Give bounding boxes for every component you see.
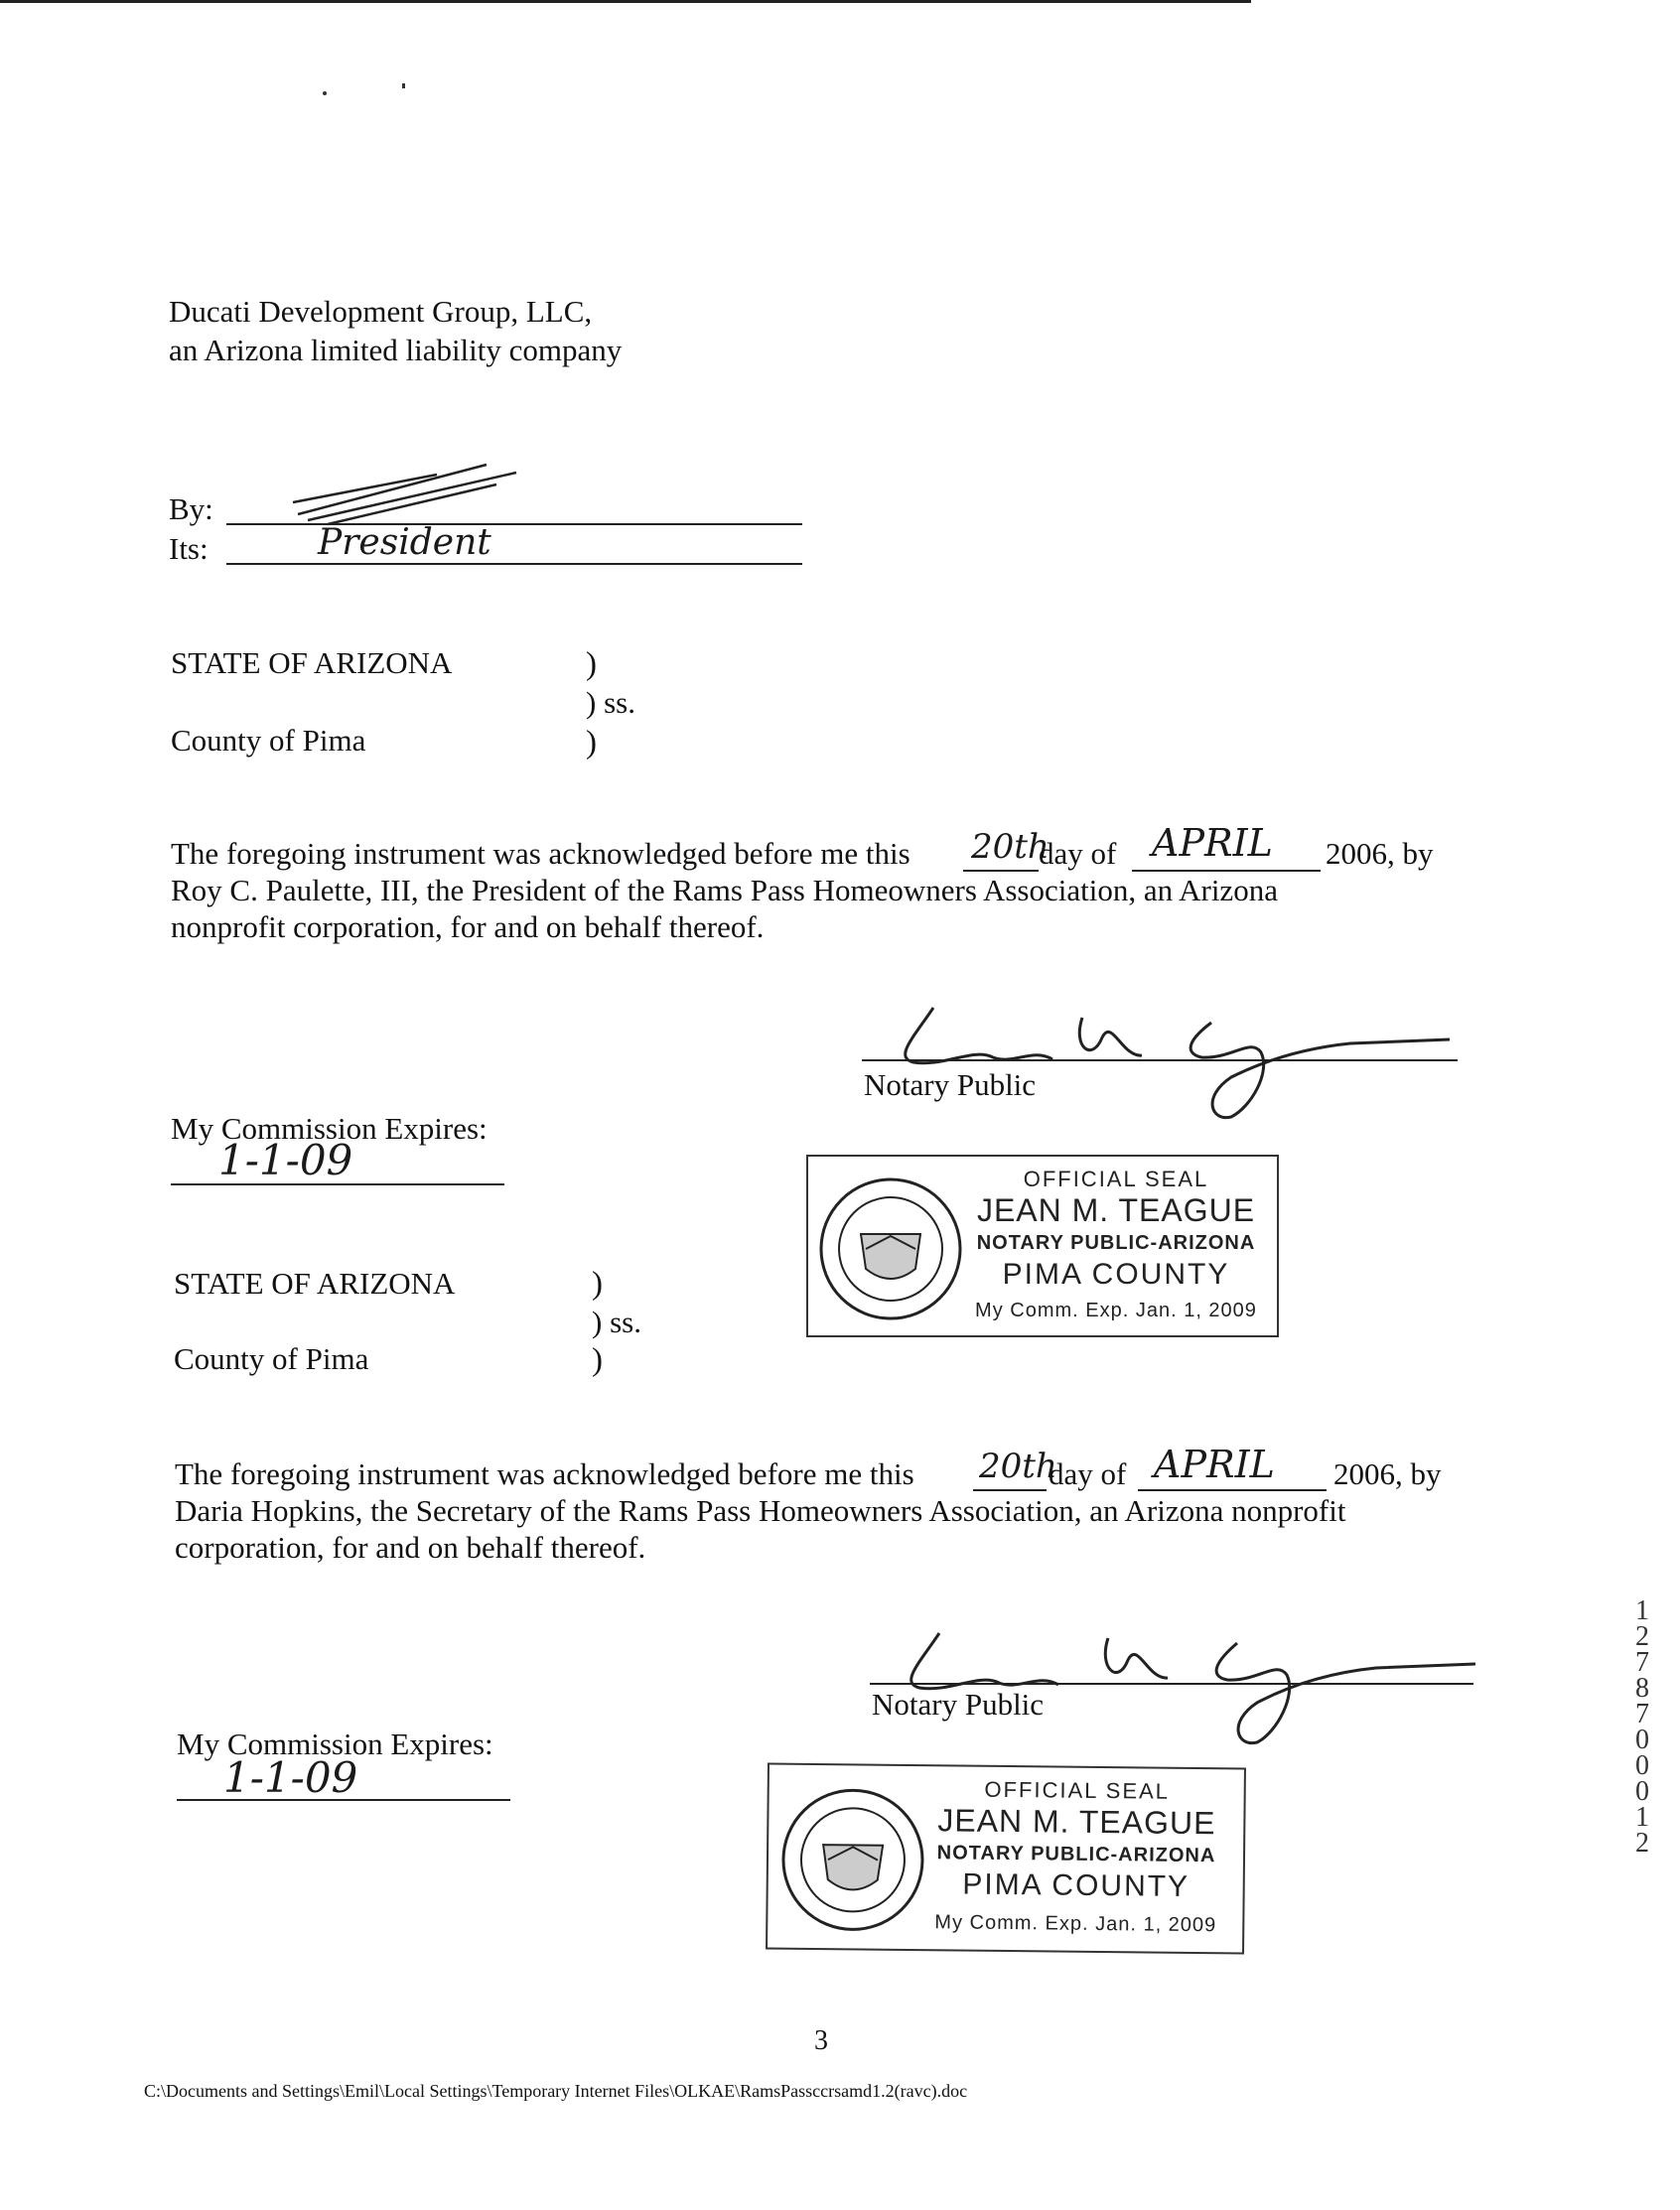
scan-speck [402,83,405,88]
footer-file-path: C:\Documents and Settings\Emil\Local Settings\Temporary Internet Files\OLKAE\RamsPassccrsamd1.2(ravc).doc [144,2081,968,2101]
venue-1-county: County of Pima [171,723,366,758]
scan-speck [323,91,327,95]
seal-1-line2: JEAN M. TEAGUE [976,1192,1256,1228]
ack-1-line3: nonprofit corporation, for and on behalf thereof. [171,909,765,944]
ack-1-day: 20th [971,827,1050,867]
notary-2-signature [860,1598,1475,1757]
ack-2-month-line [1138,1489,1327,1491]
commission-2-date: 1-1-09 [223,1753,358,1802]
recording-number-text: 12787 00012 [1635,1595,1649,1859]
company-name: Ducati Development Group, LLC, [169,294,593,329]
venue-2-state: STATE OF ARIZONA [174,1266,456,1301]
scan-top-border [0,0,1251,3]
commission-1-line [171,1183,504,1185]
ack-1-line2: Roy C. Paulette, III, the President of the Rams Pass Homeowners Association, an Arizona [171,873,1278,907]
ack-1-month: APRIL [1152,821,1273,865]
seal-2-line3: NOTARY PUBLIC-ARIZONA [936,1842,1216,1867]
recording-number [1628,1595,1656,1859]
seal-2-line5: My Comm. Exp. Jan. 1, 2009 [934,1911,1217,1937]
venue-1-paren-top: ) [586,646,597,682]
venue-2-county: County of Pima [174,1341,369,1376]
ack-1-year: 2006, by [1326,836,1434,871]
venue-2-ss: ) ss. [592,1305,641,1339]
ack-1-day-of: day of [1039,836,1117,871]
notary-1-label: Notary Public [864,1067,1037,1102]
ack-2-month: APRIL [1154,1443,1275,1486]
commission-2-line [177,1799,510,1801]
ack-2-line3: corporation, for and on behalf thereof. [175,1530,646,1565]
commission-2-label: My Commission Expires: [177,1727,493,1761]
state-seal-icon [816,1174,965,1323]
venue-2-paren-bottom: ) [592,1342,603,1378]
ack-2-day: 20th [979,1447,1057,1486]
ack-2-line2: Daria Hopkins, the Secretary of the Rams Pass Homeowners Association, an Arizona nonprofit [175,1493,1346,1528]
seal-2-line4: PIMA COUNTY [962,1867,1190,1903]
ack-2-year: 2006, by [1333,1456,1442,1491]
its-value: President [318,522,491,563]
venue-1-ss: ) ss. [586,685,635,720]
notary-seal-1 [806,1155,1279,1337]
seal-1-line1: OFFICIAL SEAL [1023,1167,1209,1191]
notary-1-signature [854,978,1450,1127]
ack-2-line1-prefix: The foregoing instrument was acknowledged before me this [175,1456,914,1491]
ack-2-day-of: day of [1049,1456,1127,1491]
venue-2-paren-top: ) [592,1266,603,1302]
notary-seal-2 [766,1762,1246,1954]
seal-1-line5: My Comm. Exp. Jan. 1, 2009 [975,1300,1257,1321]
page-number: 3 [814,2025,828,2056]
notary-2-signature-line [870,1683,1473,1685]
venue-1-paren-bottom: ) [586,725,597,760]
seal-2-line1: OFFICIAL SEAL [984,1776,1171,1804]
seal-1-line4: PIMA COUNTY [1002,1258,1230,1291]
its-signature-line [226,563,802,565]
notary-1-signature-line [862,1059,1458,1061]
seal-2-line2: JEAN M. TEAGUE [937,1802,1216,1842]
company-description: an Arizona limited liability company [169,333,623,367]
ack-1-line1-prefix: The foregoing instrument was acknowledged before me this [171,836,910,871]
commission-1-date: 1-1-09 [218,1136,353,1184]
venue-1-state: STATE OF ARIZONA [171,645,453,680]
state-seal-icon [777,1785,928,1936]
seal-1-line3: NOTARY PUBLIC-ARIZONA [976,1232,1256,1254]
its-label: Its: [169,531,209,566]
commission-1-label: My Commission Expires: [171,1111,488,1146]
ack-2-day-line [973,1489,1047,1491]
notary-2-label: Notary Public [872,1687,1045,1722]
by-label: By: [169,491,213,526]
